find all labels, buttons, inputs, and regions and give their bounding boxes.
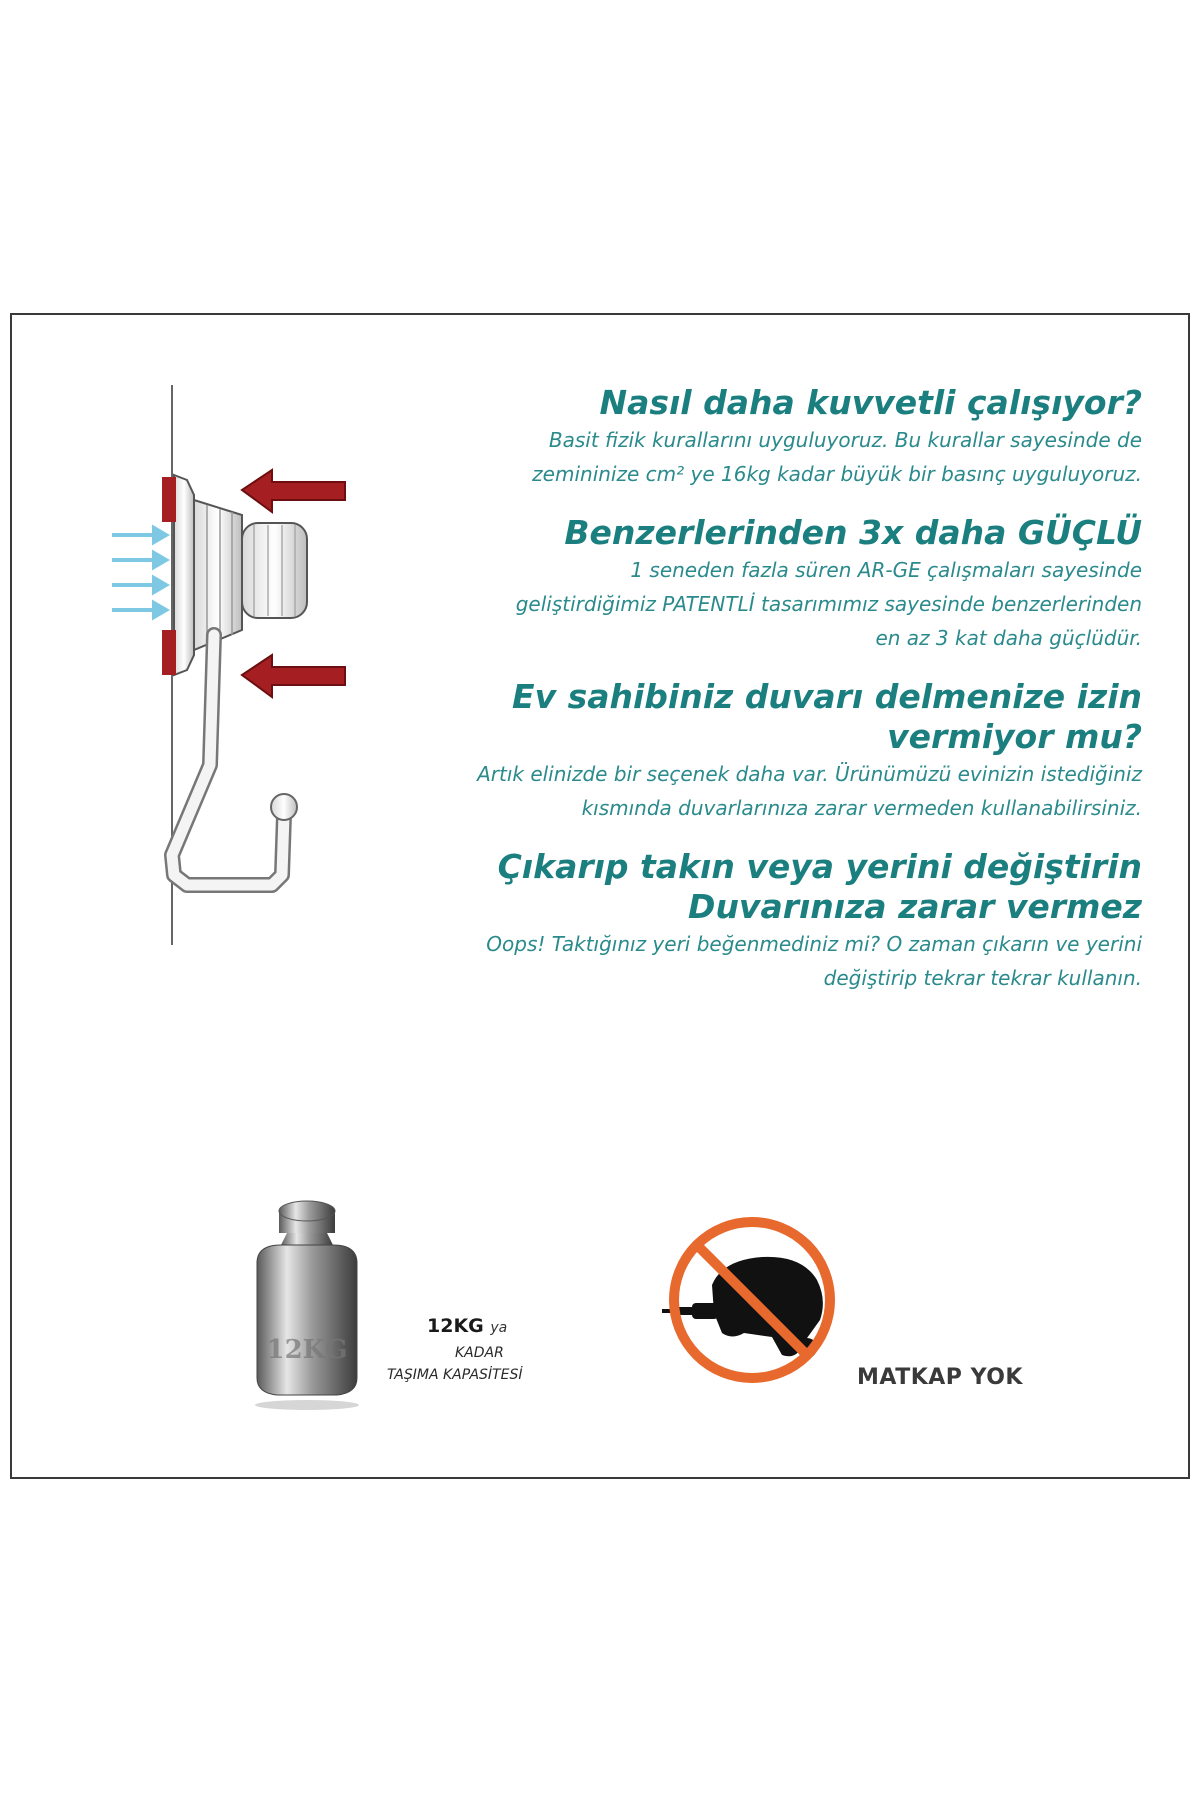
section-body-line: geliştirdiğimiz PATENTLİ tasarımımız sayesinde benzerlerinden [515, 592, 1142, 616]
no-drill-label: MATKAP YOK [857, 1365, 1023, 1390]
no-drill-icon [652, 1215, 852, 1395]
hook-ball [271, 794, 297, 820]
feature-section-removable [362, 847, 1142, 995]
section-body-line: Oops! Taktığınız yeri beğenmediniz mi? O zaman çıkarın ve yerini [486, 932, 1142, 956]
section-title: Ev sahibiniz duvarı delmenize izin [512, 677, 1142, 716]
hook-knob [242, 523, 307, 618]
section-body-line: Basit fizik kurallarını uyguluyoruz. Bu kurallar sayesinde de [548, 428, 1142, 452]
capacity-value [427, 1315, 507, 1337]
feature-text-column [362, 383, 1142, 1017]
section-title: Duvarınıza zarar vermez [688, 887, 1142, 926]
hook-diagram [92, 385, 362, 945]
seal-bottom [162, 630, 176, 675]
section-body-line: 1 seneden fazla süren AR-GE çalışmaları sayesinde [630, 558, 1142, 582]
section-body-line: zemininize cm² ye 16kg kadar büyük bir basınç uyguluyoruz. [532, 462, 1142, 486]
pressure-arrow-top [242, 470, 345, 512]
weight-icon [237, 1193, 377, 1413]
capacity-line-2: TAŞIMA KAPASİTESİ [387, 1367, 523, 1383]
capacity-line-1: KADAR [455, 1345, 504, 1361]
capacity-suffix: ya [490, 1320, 508, 1336]
product-info-panel [10, 313, 1190, 1479]
section-title: vermiyor mu? [887, 717, 1142, 756]
section-title: Benzerlerinden 3x daha GÜÇLÜ [564, 513, 1142, 552]
section-body-line: Artık elinizde bir seçenek daha var. Ürünümüzü evinizin istediğiniz [477, 762, 1142, 786]
section-title: Çıkarıp takın veya yerini değiştirin [497, 847, 1142, 886]
feature-section-strength [362, 383, 1142, 491]
pressure-arrow-bottom [242, 655, 345, 697]
suction-plate [174, 475, 194, 675]
feature-section-3x [362, 513, 1142, 655]
airflow-arrows [112, 528, 166, 617]
hook-body [194, 500, 242, 650]
section-body-line: kısmında duvarlarınıza zarar vermeden kullanabilirsiniz. [581, 796, 1142, 820]
section-title: Nasıl daha kuvvetli çalışıyor? [599, 383, 1142, 422]
feature-section-no-drilling [362, 677, 1142, 825]
section-body-line: değiştirip tekrar tekrar kullanın. [823, 966, 1142, 990]
capacity-number: 12KG [427, 1315, 484, 1337]
seal-top [162, 477, 176, 522]
weight-label: 12KG [266, 1335, 348, 1365]
section-body-line: en az 3 kat daha güçlüdür. [875, 626, 1142, 650]
